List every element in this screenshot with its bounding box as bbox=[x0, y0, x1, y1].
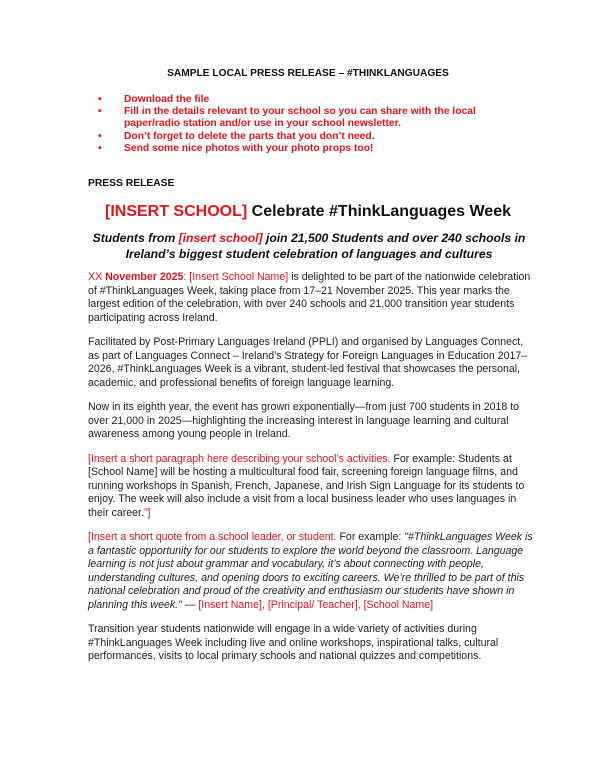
paragraph-background: Facilitated by Post-Primary Languages Ireland (PPLI) and organised by Languages Connect, as part of Languages Connect – Ireland’s Strategy for Foreign Languages in Education 2017–2026, #ThinkLanguages Week is a vibrant, student-led festival that showcases the personal, academic, and professional benefits of foreign language learning. bbox=[88, 336, 528, 389]
bullet-icon: • bbox=[98, 142, 102, 154]
quote-attribution-placeholder: [Insert Name], [Principal/ Teacher], [School Name] bbox=[198, 598, 434, 611]
press-release-label: PRESS RELEASE bbox=[88, 178, 175, 190]
date-placeholder: XX bbox=[88, 271, 106, 284]
bullet-icon: • bbox=[98, 130, 102, 142]
headline-text: Celebrate #ThinkLanguages Week bbox=[247, 203, 511, 221]
school-name-placeholder: [Insert School Name] bbox=[189, 271, 289, 284]
instruction-item: • Download the file bbox=[98, 94, 210, 105]
date-month: November 2025 bbox=[105, 271, 184, 284]
subheadline: Students from [insert school] join 21,500 Students and over 240 schools in Ireland’s biggest student celebration of languages and cultures bbox=[92, 231, 526, 262]
subheadline-school-placeholder: [insert school] bbox=[178, 231, 263, 246]
instruction-item: • Fill in the details relevant to your school so you can share with the local paper/radio station and/or use in your school newsletter. bbox=[98, 106, 476, 130]
quote-instruction: [Insert a short quote from a school leader, or student. bbox=[88, 531, 337, 544]
instruction-item: • Don’t forget to delete the parts that you don’t need. bbox=[98, 130, 375, 142]
headline bbox=[88, 202, 528, 221]
activities-instruction: [Insert a short paragraph here describing your school’s activities. bbox=[88, 452, 391, 465]
document-title: SAMPLE LOCAL PRESS RELEASE – #THINKLANGUAGES bbox=[167, 68, 449, 79]
bullet-icon: • bbox=[98, 94, 102, 105]
headline-school-placeholder: [INSERT SCHOOL] bbox=[104, 203, 248, 221]
instruction-item: • Send some nice photos with your photo props too! bbox=[98, 142, 374, 154]
paragraph-school-activities: [Insert a short paragraph here describing your school’s activities. For example: Students at [School Name] will be hosting a multicultural food fair, screening foreign language films, and running workshops in Spanish, French, Japanese, and Irish Sign Language for its students to enjoy. The week will also include a visit from a local business leader who uses languages in their career.”] bbox=[88, 452, 525, 519]
bullet-icon: • bbox=[98, 106, 102, 118]
paragraph-intro: XX November 2025: [Insert School Name] is delighted to be part of the nationwide celebration of #ThinkLanguages Week, taking place from 17–21 November 2025. This year marks the largest edition of the celebration, with over 240 schools and 21,000 transition year students participating across Ireland. bbox=[88, 271, 531, 324]
paragraph-growth: Now in its eighth year, the event has grown exponentially—from just 700 students in 2018 to over 21,000 in 2025—highlighting the increasing interest in language learning and cultural awareness among young people in Ireland. bbox=[88, 401, 520, 441]
paragraph-quote: [Insert a short quote from a school leader, or student. For example: "#ThinkLanguages Week is a fantastic opportunity for our students to explore the world beyond the classroom. Language learning is not just about grammar and vocabulary, it’s about connecting with people, understanding cultures, and opening doors to exciting careers. We’re thrilled to be part of this national celebration and proud of the creativity and enthusiasm our students have shown in planning this week." — [Insert Name], [Principal/ Teacher], [School Name] bbox=[88, 531, 533, 611]
sample-quote: "#ThinkLanguages Week is a fantastic opportunity for our students to explore the world beyond the classroom. Language learning is not just about grammar and vocabulary, it’s about connecting with people, understanding cultures, and opening doors to exciting careers. We’re thrilled to be part of this national celebration and proud of the creativity and enthusiasm our students have shown in planning this week." bbox=[88, 531, 533, 611]
instructions-list bbox=[98, 94, 528, 155]
press-release-page bbox=[88, 0, 533, 664]
paragraph-activities: Transition year students nationwide will engage in a wide variety of activities during #ThinkLanguages Week including live and online workshops, inspirational talks, cultural performances, visits to local primary schools and national quizzes and competitions. bbox=[88, 623, 499, 663]
